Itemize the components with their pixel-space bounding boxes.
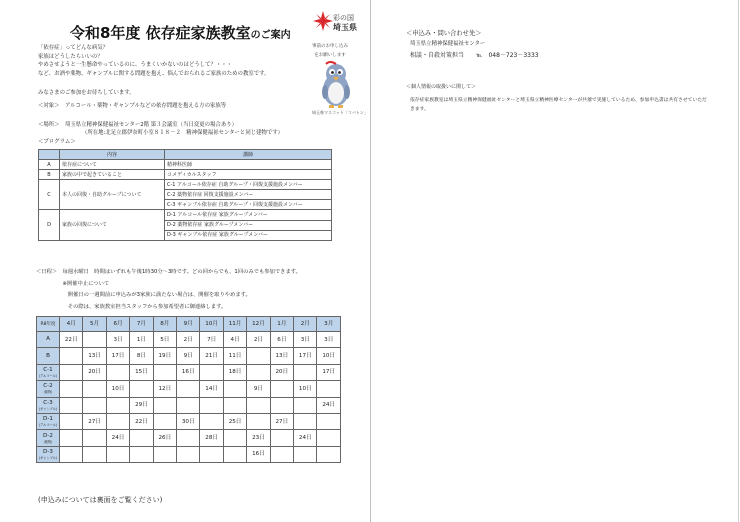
- calendar-cell: [106, 446, 129, 462]
- calendar-cell: 4日: [223, 332, 246, 348]
- calendar-cell: 17日: [106, 348, 129, 364]
- calendar-cell: [247, 348, 270, 364]
- program-header-row: [39, 150, 332, 160]
- mascot-caption: 埼玉県マスコット「コバトン」: [312, 110, 368, 115]
- calendar-corner: R8年度: [37, 317, 60, 332]
- calendar-row-label: [37, 381, 60, 397]
- calendar-cell: [200, 364, 223, 380]
- intro-text: 「依存症」ってどんな病気？ 家族はどうしたらいいの？ やめさせようと一生懸命やっているのに、うまくいかないのはどうして？・・・ など、お酒や薬物、ギャンブルに関する問題を抱え、悩んでおられるご家族のための教室です。: [38, 45, 270, 77]
- calendar-cell: 23日: [247, 430, 270, 446]
- calendar-cell: 27日: [270, 413, 293, 429]
- program-header-key: [39, 150, 60, 160]
- calendar-cell: 20日: [83, 364, 106, 380]
- calendar-cell: [83, 446, 106, 462]
- calendar-row-key: D-3: [43, 448, 53, 455]
- calendar-cell: [294, 446, 317, 462]
- calendar-cell: 22日: [130, 413, 153, 429]
- calendar-cell: [106, 413, 129, 429]
- calendar-row: [37, 348, 341, 364]
- calendar-cell: 24日: [106, 430, 129, 446]
- program-row: [39, 210, 332, 220]
- calendar-cell: 17日: [317, 364, 341, 380]
- calendar-cell: [83, 430, 106, 446]
- page-title: 令和8年度 依存症家族教室のご案内: [70, 24, 291, 42]
- program-lecturer: D-3 ギャンブル依存症 家族グループメンバー: [165, 230, 332, 240]
- calendar-cell: 25日: [223, 413, 246, 429]
- calendar-row: [37, 332, 341, 348]
- calendar-row-sub: (ギャンブル): [38, 455, 58, 460]
- calendar-cell: [294, 364, 317, 380]
- calendar-cell: [60, 381, 83, 397]
- calendar-cell: [223, 381, 246, 397]
- page-divider: [370, 0, 371, 522]
- calendar-cell: [177, 446, 200, 462]
- calendar-cell: [153, 364, 176, 380]
- calendar-cell: [130, 381, 153, 397]
- calendar-cell: 13日: [83, 348, 106, 364]
- program-table: [38, 149, 332, 241]
- calendar-cell: [223, 430, 246, 446]
- program-key: A: [39, 160, 60, 170]
- program-lecturer: C-3 ギャンブル依存症 自助グループ・回復支援施設メンバー: [165, 200, 332, 210]
- program-header-lecturer: 講師: [165, 150, 332, 160]
- schedule-calendar: [36, 316, 341, 463]
- calendar-cell: 28日: [200, 430, 223, 446]
- footer-note: (申込みについては裏面をご覧ください): [38, 496, 163, 504]
- calendar-cell: [200, 413, 223, 429]
- calendar-row: [37, 430, 341, 446]
- calendar-cell: [317, 381, 341, 397]
- calendar-cell: [270, 381, 293, 397]
- mascot-note: 事前のお申し込み をお願いします: [312, 44, 348, 58]
- calendar-cell: 5日: [153, 332, 176, 348]
- calendar-cell: [153, 413, 176, 429]
- calendar-row: [37, 413, 341, 429]
- contact-heading: ＜申込み・問い合わせ先＞: [406, 30, 482, 37]
- calendar-cell: [177, 430, 200, 446]
- calendar-cell: 19日: [153, 348, 176, 364]
- calendar-cell: 27日: [83, 413, 106, 429]
- calendar-cell: 15日: [130, 364, 153, 380]
- calendar-row-label: [37, 348, 60, 364]
- calendar-cell: 22日: [60, 332, 83, 348]
- calendar-cell: 29日: [130, 397, 153, 413]
- calendar-cell: 9日: [247, 381, 270, 397]
- calendar-cell: [83, 332, 106, 348]
- calendar-cell: 10日: [317, 348, 341, 364]
- calendar-row-key: B: [46, 352, 50, 359]
- target-text: ＜対象＞ アルコール・薬物・ギャンブルなどの依存問題を抱える方の家族等: [38, 103, 227, 109]
- calendar-cell: [130, 430, 153, 446]
- page-edge: [738, 0, 739, 522]
- calendar-cell: 17日: [294, 348, 317, 364]
- calendar-month: 1月: [270, 317, 293, 332]
- calendar-cell: [317, 430, 341, 446]
- kobaton-mascot-icon: [316, 60, 356, 110]
- calendar-row-sub: (薬物): [43, 390, 53, 395]
- calendar-row-key: C-3: [43, 399, 53, 406]
- calendar-cell: [83, 381, 106, 397]
- calendar-cell: 24日: [317, 397, 341, 413]
- calendar-row-key: D-2: [43, 432, 53, 439]
- calendar-cell: 8日: [130, 348, 153, 364]
- calendar-row-key: C-2: [43, 383, 53, 390]
- calendar-row: [37, 446, 341, 462]
- calendar-cell: [60, 430, 83, 446]
- calendar-cell: [83, 397, 106, 413]
- calendar-cell: [106, 397, 129, 413]
- schedule-notes: ＜日程＞ 毎週水曜日 時間はいずれも午後1時30分～3時です。どの回からでも、1回のみでも参加できます。 ※開催中止について 開催日の一週間前に申込みが3家族に満たない場合は、開催を取りやめます。 その際は、家族教室担当スタッフから参加希望者に御連絡します。: [36, 269, 301, 310]
- calendar-cell: [200, 397, 223, 413]
- calendar-header-row: [37, 317, 341, 332]
- calendar-row: [37, 397, 341, 413]
- calendar-cell: [294, 413, 317, 429]
- calendar-row: [37, 381, 341, 397]
- saitama-logo-icon: [312, 10, 334, 32]
- program-lecturer: コメディカルスタッフ: [165, 170, 332, 180]
- calendar-cell: [106, 364, 129, 380]
- program-content: 家族の回復について: [60, 210, 165, 240]
- calendar-month: 3月: [317, 317, 341, 332]
- calendar-cell: 18日: [223, 364, 246, 380]
- program-content: 本人の回復・自助グループについて: [60, 180, 165, 210]
- calendar-cell: [60, 348, 83, 364]
- calendar-cell: [60, 364, 83, 380]
- calendar-cell: 26日: [153, 430, 176, 446]
- calendar-row-sub: (アルコール): [38, 423, 58, 428]
- calendar-month: 7月: [130, 317, 153, 332]
- calendar-cell: 14日: [200, 381, 223, 397]
- place-address: （所在地:北足立郡伊奈町小室８１８－２ 精神保健福祉センターと同じ建物です）: [82, 130, 284, 136]
- calendar-month: 9月: [177, 317, 200, 332]
- calendar-cell: 16日: [247, 446, 270, 462]
- calendar-row-label: [37, 446, 60, 462]
- logo-text: 彩の国 埼玉県: [333, 14, 357, 32]
- calendar-cell: [294, 397, 317, 413]
- calendar-row-sub: (薬物): [43, 439, 53, 444]
- calendar-month: 6月: [106, 317, 129, 332]
- calendar-month: 5月: [83, 317, 106, 332]
- calendar-cell: [223, 397, 246, 413]
- calendar-cell: 12日: [153, 381, 176, 397]
- calendar-cell: [130, 446, 153, 462]
- calendar-cell: 24日: [294, 430, 317, 446]
- calendar-cell: 2日: [247, 332, 270, 348]
- program-key: C: [39, 180, 60, 210]
- program-heading: ＜プログラム＞: [38, 139, 76, 145]
- calendar-cell: 1日: [130, 332, 153, 348]
- calendar-row-label: [37, 430, 60, 446]
- calendar-row-key: A: [46, 336, 50, 343]
- program-row: [39, 170, 332, 180]
- calendar-cell: [177, 397, 200, 413]
- calendar-cell: 10日: [106, 381, 129, 397]
- calendar-cell: [60, 446, 83, 462]
- program-key: D: [39, 210, 60, 240]
- calendar-cell: [223, 446, 246, 462]
- program-lecturer: 精神科医師: [165, 160, 332, 170]
- calendar-row-label: [37, 413, 60, 429]
- calendar-cell: 3日: [106, 332, 129, 348]
- calendar-cell: 3日: [317, 332, 341, 348]
- calendar-cell: 7日: [200, 332, 223, 348]
- calendar-cell: 21日: [200, 348, 223, 364]
- program-row: [39, 180, 332, 190]
- calendar-cell: 13日: [270, 348, 293, 364]
- calendar-cell: 30日: [177, 413, 200, 429]
- privacy-heading: ＜個人情報の取扱いに関して＞: [406, 84, 477, 90]
- calendar-cell: 2日: [177, 332, 200, 348]
- calendar-cell: [317, 413, 341, 429]
- program-lecturer: D-1 アルコール依存症 家族グループメンバー: [165, 210, 332, 220]
- place-text: ＜場所＞ 埼玉県立精神保健福祉センター2階 第３会議室（当日変更の場合あり）: [38, 122, 237, 128]
- calendar-cell: [153, 446, 176, 462]
- calendar-cell: [60, 413, 83, 429]
- calendar-cell: [270, 430, 293, 446]
- program-key: B: [39, 170, 60, 180]
- program-content: 依存症について: [60, 160, 165, 170]
- calendar-row-label: [37, 364, 60, 380]
- invitation-text: みなさまのご参加をお待ちしています。: [38, 90, 135, 96]
- calendar-cell: 11日: [223, 348, 246, 364]
- calendar-cell: 16日: [177, 364, 200, 380]
- calendar-cell: 6日: [270, 332, 293, 348]
- calendar-month: 4月: [60, 317, 83, 332]
- calendar-cell: [270, 446, 293, 462]
- calendar-month: 12月: [247, 317, 270, 332]
- calendar-month: 2月: [294, 317, 317, 332]
- privacy-text: 依存症家族教室は埼玉県立精神保健福祉センターと埼玉県立精神医療センターが共催で実施しているため、参加申込書は共有させていただきます。: [410, 98, 707, 112]
- calendar-month: 10月: [200, 317, 223, 332]
- calendar-row-key: D-1: [43, 416, 53, 423]
- program-content: 家族の中で起きていること: [60, 170, 165, 180]
- calendar-cell: [177, 381, 200, 397]
- calendar-row-label: [37, 397, 60, 413]
- calendar-cell: [247, 413, 270, 429]
- calendar-cell: [200, 446, 223, 462]
- calendar-cell: [270, 397, 293, 413]
- contact-org: 埼玉県立精神保健福祉センター: [410, 41, 486, 47]
- calendar-month: 11月: [223, 317, 246, 332]
- calendar-cell: 20日: [270, 364, 293, 380]
- program-header-content: 内容: [60, 150, 165, 160]
- contact-dept: 相談・自殺対策担当 ℡ 048－723－3333: [410, 52, 539, 59]
- calendar-cell: 9日: [177, 348, 200, 364]
- program-lecturer: D-2 薬物依存症 家族グループメンバー: [165, 220, 332, 230]
- calendar-row: [37, 364, 341, 380]
- calendar-cell: [247, 364, 270, 380]
- calendar-row-key: C-1: [43, 366, 53, 373]
- calendar-cell: 3日: [294, 332, 317, 348]
- program-lecturer: C-2 薬物依存症 回復支援施設メンバー: [165, 190, 332, 200]
- calendar-month: 8月: [153, 317, 176, 332]
- program-row: [39, 160, 332, 170]
- calendar-cell: [247, 397, 270, 413]
- calendar-cell: [60, 397, 83, 413]
- calendar-cell: 10日: [294, 381, 317, 397]
- calendar-row-sub: (ギャンブル): [38, 406, 58, 411]
- calendar-row-label: [37, 332, 60, 348]
- calendar-row-sub: (アルコール): [38, 373, 58, 378]
- calendar-cell: [153, 397, 176, 413]
- calendar-cell: [317, 446, 341, 462]
- program-lecturer: C-1 アルコール依存症 自助グループ・回復支援施設メンバー: [165, 180, 332, 190]
